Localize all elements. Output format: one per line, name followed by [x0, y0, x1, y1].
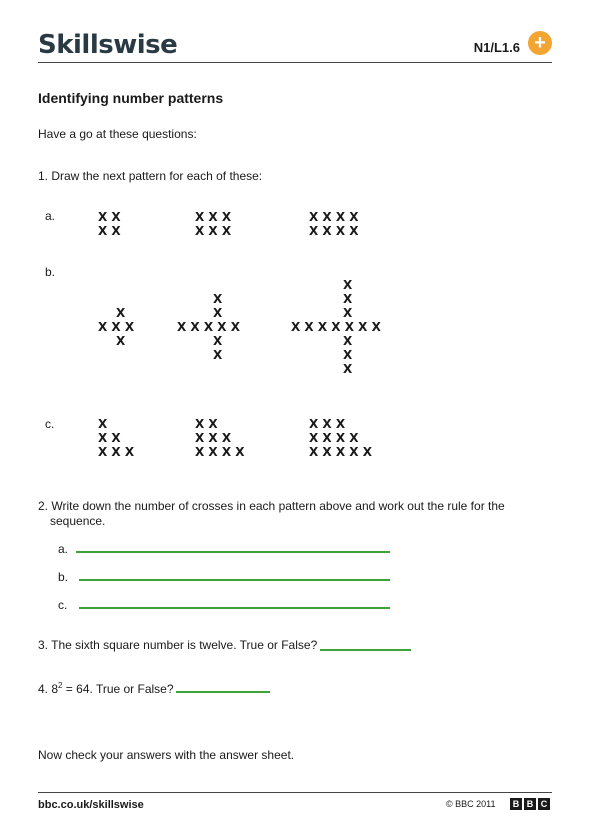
answer-b-label: b.	[58, 570, 69, 584]
pattern-b2-row: X	[213, 306, 223, 320]
pattern-b3-row: X	[343, 362, 353, 376]
pattern-b2-row: X X X X X	[177, 320, 240, 334]
pattern-b-label: b.	[45, 265, 56, 279]
bbc-logo-block: B	[510, 798, 522, 810]
pattern-c2-row: X X	[195, 417, 218, 431]
pattern-b2-row: X	[213, 292, 223, 306]
answer-line-b[interactable]	[79, 579, 390, 581]
pattern-a1-row: X X	[98, 224, 121, 238]
question-4-text	[38, 681, 174, 696]
pattern-a3-row: X X X X	[309, 210, 359, 224]
pattern-a2-row: X X X	[195, 224, 232, 238]
pattern-a2-row: X X X	[195, 210, 232, 224]
question-3-text: 3. The sixth square number is twelve. True or False?	[38, 638, 318, 652]
check-answers-text: Now check your answers with the answer sheet.	[38, 748, 295, 762]
pattern-c3-row: X X X X X	[309, 445, 372, 459]
pattern-a3-row: X X X X	[309, 224, 359, 238]
footer-divider	[38, 792, 552, 793]
pattern-a1-row: X X	[98, 210, 121, 224]
bbc-logo	[510, 798, 550, 810]
copyright-text: © BBC 2011	[446, 799, 496, 809]
answer-line-c[interactable]	[79, 607, 390, 609]
answer-a-label: a.	[58, 542, 69, 556]
bbc-logo-block: B	[524, 798, 536, 810]
pattern-b1-row: X X X	[98, 320, 135, 334]
plus-icon: +	[528, 31, 552, 55]
question-1-text: 1. Draw the next pattern for each of these:	[38, 169, 263, 183]
footer-url[interactable]: bbc.co.uk/skillswise	[38, 799, 144, 811]
pattern-c1-row: X X	[98, 431, 121, 445]
answer-line-q4[interactable]	[176, 691, 270, 693]
question-2-line-2: sequence.	[50, 514, 106, 528]
pattern-b3-row: X	[343, 348, 353, 362]
pattern-b3-row: X	[343, 334, 353, 348]
question-2-text	[38, 499, 518, 529]
pattern-b2-row: X	[213, 348, 223, 362]
pattern-b1-row: X	[116, 334, 126, 348]
page-title: Identifying number patterns	[38, 90, 224, 106]
question-4-base: 4. 8	[38, 682, 59, 696]
pattern-c-label: c.	[45, 417, 55, 431]
pattern-b3-row: X X X X X X X	[291, 320, 381, 334]
pattern-b3-row: X	[343, 292, 353, 306]
pattern-c3-row: X X X X	[309, 431, 359, 445]
pattern-c2-row: X X X	[195, 431, 232, 445]
header-divider	[38, 62, 552, 63]
question-4-rest: = 64. True or False?	[62, 682, 174, 696]
pattern-b1-row: X	[116, 306, 126, 320]
answer-line-a[interactable]	[76, 551, 390, 553]
pattern-c1-row: X X X	[98, 445, 135, 459]
bbc-logo-block: C	[538, 798, 550, 810]
pattern-c2-row: X X X X	[195, 445, 245, 459]
pattern-b2-row: X	[213, 334, 223, 348]
question-2-line-1: 2. Write down the number of crosses in each pattern above and work out the rule for the	[38, 499, 505, 513]
skillswise-logo: Skillswise	[38, 30, 178, 60]
pattern-b3-row: X	[343, 306, 353, 320]
pattern-b3-row: X	[343, 278, 353, 292]
question-4-exponent: 2	[58, 681, 63, 690]
pattern-a-label: a.	[45, 209, 56, 223]
answer-c-label: c.	[58, 598, 68, 612]
pattern-c1-row: X	[98, 417, 108, 431]
pattern-c3-row: X X X	[309, 417, 346, 431]
level-code: N1/L1.6	[473, 40, 520, 55]
answer-line-q3[interactable]	[320, 649, 411, 651]
intro-text: Have a go at these questions:	[38, 127, 197, 141]
